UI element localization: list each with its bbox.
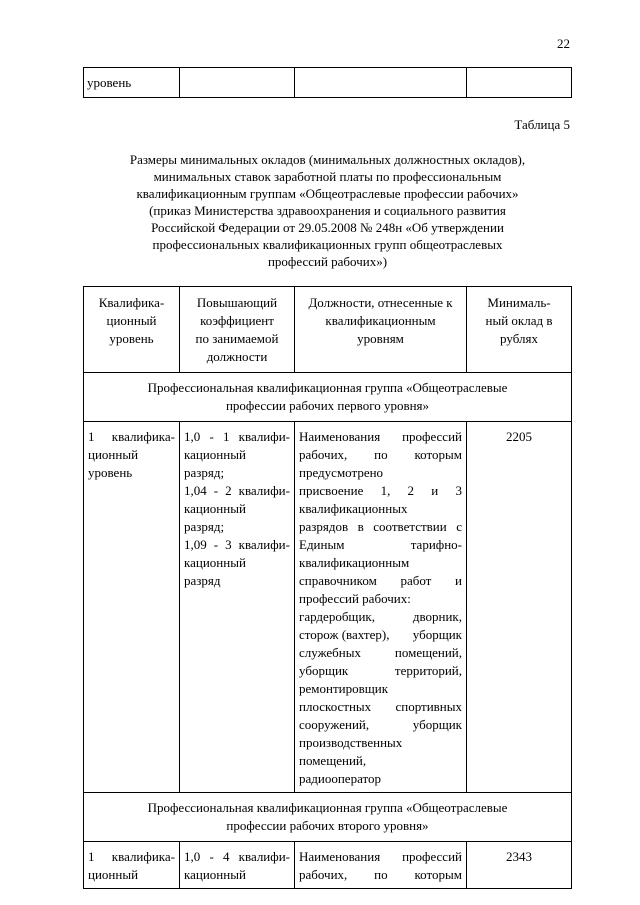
text-line: профессии рабочих первого уровня»: [225, 398, 430, 413]
word: уровень: [88, 465, 133, 480]
word: кационный: [184, 501, 246, 516]
word: уборщик: [299, 663, 349, 678]
word: Наименования: [299, 849, 381, 864]
word: 2: [225, 483, 232, 498]
word: справочником: [299, 573, 377, 588]
header-salary: [467, 287, 572, 373]
text-line: [299, 446, 462, 464]
word: и: [455, 573, 462, 588]
word: работ: [400, 573, 432, 588]
text-line: [184, 866, 290, 884]
text-line: по занимаемой: [195, 331, 279, 346]
text-line: [299, 464, 462, 482]
word: сооружений,: [299, 717, 370, 732]
word: 1: [88, 849, 95, 864]
word: радиооператор: [299, 771, 382, 786]
text-line: [299, 752, 462, 770]
text-line: коэффициент: [200, 313, 274, 328]
word: -: [213, 537, 219, 552]
word: с: [456, 519, 462, 534]
text-line: [299, 572, 462, 590]
text-line: [299, 500, 462, 518]
header-coefficient: [180, 287, 295, 373]
word: сторож (вахтер),: [299, 627, 390, 642]
word: производственных: [299, 735, 403, 750]
text-line: [299, 536, 462, 554]
previous-table-fragment: [83, 67, 572, 98]
text-line: [88, 464, 175, 482]
word: квалифи-: [238, 483, 290, 498]
text-line: [88, 446, 175, 464]
word: 1,0: [184, 429, 201, 444]
word: 1: [88, 429, 95, 444]
word: профессий: [402, 429, 462, 444]
word: ционный: [88, 867, 139, 882]
text-line: Размеры минимальных окладов (минимальных должностных окладов),: [129, 152, 526, 167]
group-row: [84, 373, 572, 422]
word: спортивных: [395, 699, 462, 714]
text-line: [184, 464, 290, 482]
text-line: [299, 482, 462, 500]
salary-cell: 2343: [467, 842, 572, 889]
text-line: ный оклад в: [485, 313, 553, 328]
text-line: профессий рабочих»): [267, 254, 388, 269]
word: ционный: [88, 447, 139, 462]
coefficient-cell: [180, 842, 295, 889]
header-level: [84, 287, 180, 373]
word: квалифи-: [238, 429, 290, 444]
text-line: [299, 590, 462, 608]
text-line: квалификационным: [325, 313, 436, 328]
word: 1,: [380, 483, 391, 498]
word: в: [357, 519, 364, 534]
word: профессий рабочих:: [299, 591, 411, 606]
word: тарифно-: [410, 537, 462, 552]
text-line: [299, 698, 462, 716]
word: 4: [222, 849, 230, 864]
word: кационный: [184, 867, 246, 882]
table-cell: уровень: [84, 68, 180, 98]
table-label: Таблица 5: [514, 117, 570, 132]
text-line: [184, 536, 290, 554]
text-line: [184, 500, 290, 518]
text-line: [184, 554, 290, 572]
word: 1,09: [184, 537, 207, 552]
text-line: [184, 572, 290, 590]
word: 1,0: [184, 849, 201, 864]
text-line: [299, 608, 462, 626]
word: -: [213, 483, 219, 498]
text-line: [299, 734, 462, 752]
word: квалифи-: [238, 537, 290, 552]
word: Наименования: [299, 429, 381, 444]
level-cell: [84, 842, 180, 889]
text-line: Профессиональная квалификационная группа «Общеотраслевые: [147, 380, 508, 395]
table-cell: [180, 68, 295, 98]
word: уборщик: [412, 627, 462, 642]
word: квалифика-: [111, 429, 175, 444]
text-line: [299, 644, 462, 662]
word: рабочих,: [299, 867, 348, 882]
word: помещений,: [394, 645, 462, 660]
table-row: [84, 842, 572, 889]
group-title: [84, 793, 572, 842]
word: 3: [455, 483, 462, 498]
text-line: [184, 446, 290, 464]
table-cell: [467, 68, 572, 98]
word: Единым: [299, 537, 345, 552]
text-line: профессиональных квалификационных групп общеотраслевых: [152, 237, 503, 252]
word: и: [431, 483, 439, 498]
word: -: [209, 849, 214, 864]
word: присвоение: [299, 483, 364, 498]
group-title: [84, 373, 572, 422]
word: квалифи-: [238, 849, 290, 864]
text-line: [184, 518, 290, 536]
word: которым: [414, 867, 462, 882]
word: территорий,: [394, 663, 462, 678]
text-line: [299, 626, 462, 644]
salary-table: [83, 286, 572, 889]
text-line: Минималь-: [487, 295, 551, 310]
word: профессий: [402, 849, 462, 864]
text-line: должности: [206, 349, 268, 364]
salary-cell: 2205: [467, 422, 572, 793]
text-line: профессии рабочих второго уровня»: [226, 818, 429, 833]
word: 3: [225, 537, 232, 552]
word: -: [209, 429, 214, 444]
text-line: [184, 848, 290, 866]
word: квалифика-: [111, 849, 175, 864]
text-line: [299, 428, 462, 446]
positions-cell: [295, 422, 467, 793]
text-line: уровень: [109, 331, 154, 346]
text-line: уровням: [357, 331, 404, 346]
text-line: [299, 662, 462, 680]
word: 1: [222, 429, 230, 444]
text-line: [299, 770, 462, 788]
word: служебных: [299, 645, 361, 660]
positions-cell: [295, 842, 467, 889]
text-line: Российской Федерации от 29.05.2008 № 248н «Об утверждении: [151, 220, 504, 235]
text-line: [299, 716, 462, 734]
table-caption: [83, 151, 572, 270]
text-line: рублях: [500, 331, 538, 346]
text-line: [88, 866, 175, 884]
text-line: [88, 848, 175, 866]
level-cell: [84, 422, 180, 793]
word: предусмотрено: [299, 465, 384, 480]
text-line: (приказ Министерства здравоохранения и социального развития: [149, 203, 506, 218]
word: квалификационных: [299, 501, 408, 516]
word: кационный: [184, 555, 246, 570]
text-line: [299, 518, 462, 536]
word: по: [374, 447, 388, 462]
text-line: [299, 680, 462, 698]
text-line: Должности, отнесенные к: [308, 295, 453, 310]
header-positions: [295, 287, 467, 373]
table-row: [84, 422, 572, 793]
text-line: Профессиональная квалификационная группа «Общеотраслевые: [147, 800, 508, 815]
text-line: Повышающий: [196, 295, 278, 310]
text-line: [299, 848, 462, 866]
word: рабочих,: [299, 447, 348, 462]
word: по: [374, 867, 388, 882]
word: дворник,: [412, 609, 462, 624]
word: разряд: [184, 573, 221, 588]
text-line: Квалифика-: [98, 295, 165, 310]
text-line: [299, 866, 462, 884]
word: соответствии: [373, 519, 447, 534]
word: помещений,: [299, 753, 367, 768]
text-line: [184, 482, 290, 500]
text-line: минимальных ставок заработной платы по профессиональным: [153, 169, 502, 184]
text-line: квалификационным группам «Общеотраслевые профессии рабочих»: [136, 186, 519, 201]
word: разрядов: [299, 519, 349, 534]
table-row: [84, 68, 572, 98]
word: которым: [414, 447, 462, 462]
word: кационный: [184, 447, 246, 462]
header-row: [84, 287, 572, 373]
word: 2: [407, 483, 415, 498]
group-row: [84, 793, 572, 842]
page-number: 22: [557, 36, 570, 51]
word: плоскостных: [299, 699, 372, 714]
word: разряд;: [184, 465, 225, 480]
text-line: [184, 428, 290, 446]
table-cell: [295, 68, 467, 98]
word: ремонтировщик: [299, 681, 389, 696]
word: уборщик: [412, 717, 462, 732]
text-line: ционный: [106, 313, 157, 328]
text-line: [299, 554, 462, 572]
word: разряд;: [184, 519, 225, 534]
coefficient-cell: [180, 422, 295, 793]
word: квалификационным: [299, 555, 410, 570]
text-line: [88, 428, 175, 446]
word: 1,04: [184, 483, 207, 498]
word: гардеробщик,: [299, 609, 375, 624]
